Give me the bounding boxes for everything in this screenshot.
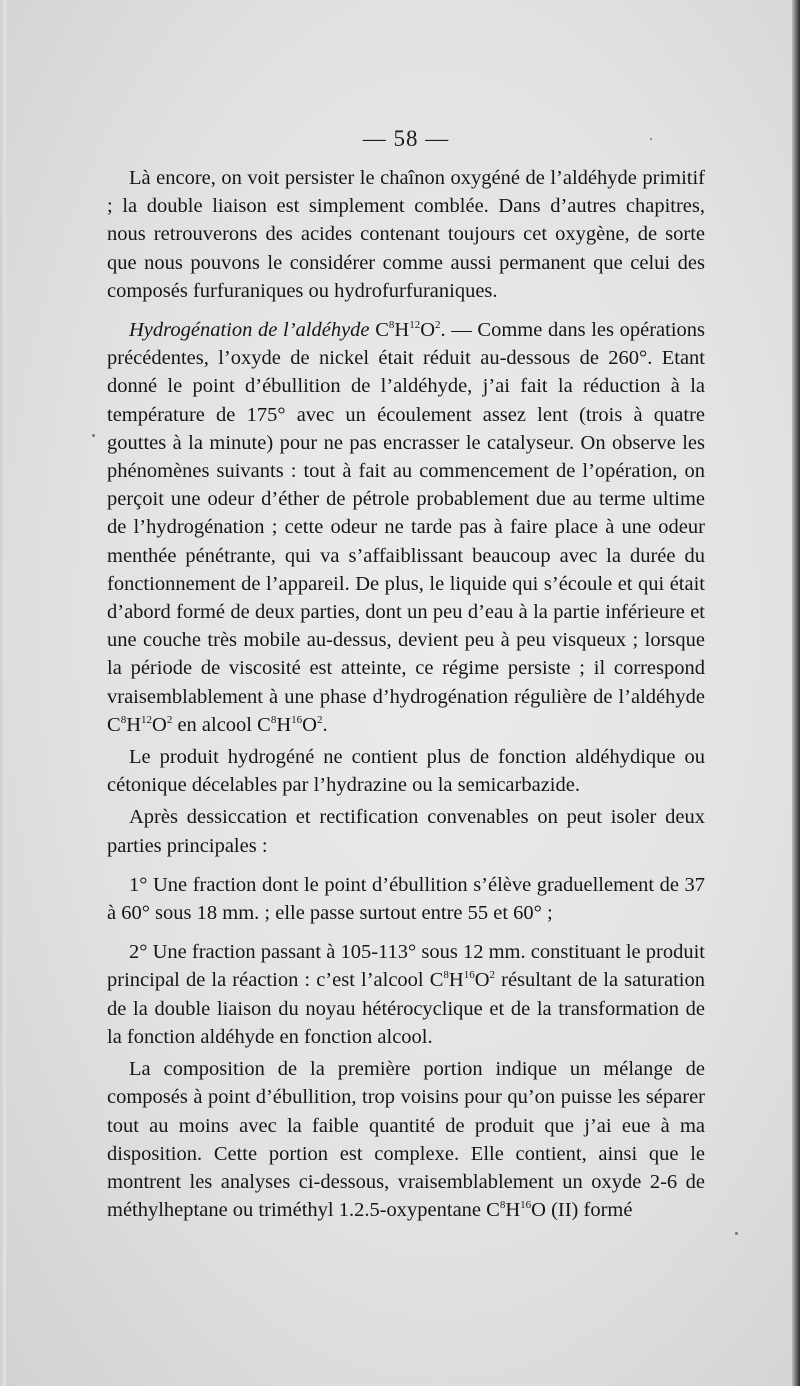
paragraph-3: Le produit hydrogéné ne contient plus de fonction aldéhydique ou cétonique décelables par l’hydrazine ou la semicarbazide. xyxy=(107,746,705,797)
tail-2-h-sub: 16 xyxy=(291,714,303,727)
tail-end: . xyxy=(322,713,328,736)
tail-2-o-sub: 2 xyxy=(316,714,323,727)
formula-c-sub: 8 xyxy=(388,319,395,332)
paragraph-fraction-2 xyxy=(107,938,705,1051)
formula-h-sub: 12 xyxy=(409,319,421,332)
section-heading: Hydrogénation de l’aldéhyde xyxy=(129,319,370,342)
tail-1-c-sub: 8 xyxy=(120,714,127,727)
paragraph-fraction-1: 1° Une fraction dont le point d’ébullition s’élève graduellement de 37 à 60° sous 18 mm. ; elle passe surtout entre 55 et 60° ; xyxy=(107,873,705,925)
formula-o: O xyxy=(420,319,435,342)
page-left-edge xyxy=(0,0,6,1386)
paragraph-1: Là encore, on voit persister le chaînon oxygéné de l’aldéhyde primitif ; la double liaison est simplement comblée. Dans d’autres chapitres, nous retrouverons des acides contenant toujours cet oxygène, de sorte que nous pouvons le considérer comme aussi permanent que celui des composés furfuraniques ou hydrofurfuraniques. xyxy=(107,167,705,302)
formula-o-sub: 2 xyxy=(435,319,441,332)
body-text xyxy=(107,164,705,1224)
formula-h: H xyxy=(394,319,410,342)
fraction-2-o-sub: 2 xyxy=(489,969,496,982)
composition-h: H xyxy=(505,1199,521,1222)
page-binding-shadow xyxy=(792,0,800,1386)
tail-1-h-sub: 12 xyxy=(141,714,152,727)
scan-speck xyxy=(650,138,652,140)
page-number: — 58 — xyxy=(362,126,450,151)
composition-text-b: O (II) formé xyxy=(531,1199,633,1222)
paragraph-2-text: . — Comme dans les opérations précédentes, l’oxyde de nickel était réduit au-dessous de 260°. Etant donné le point d’ébullition de l’aldéhyde, j’ai fait la réduction à la température de 175° avec un écoulement assez lent (trois à quatre gouttes à la minute) pour ne pas encrasser le catalyseur. On observe les phénomènes suivants : tout à fait au commencement de l’opération, on perçoit une odeur d’éther de pétrole probablement due au terme ultime de l’hydrogénation ; cette odeur ne tarde pas à faire place à une odeur menthée pénétrante, qui va s’affaiblissant beaucoup avec la durée du fonctionnement de l’appareil. De plus, le liquide qui s’écoule et qui était d’abord formé de deux parties, dont un peu d’eau à la partie inférieure et une couche très mobile au-dessus, devient peu à peu visqueux ; lorsque la période de viscosité est atteinte, ce régime persiste ; il correspond vraisemblablement à une phase d’hydrogénation régulière de l’aldéhyde C xyxy=(107,319,706,736)
scan-speck xyxy=(92,434,95,437)
fraction-2-h: H xyxy=(448,969,464,992)
fraction-2-text-b: résultant de la saturation de la double liaison du noyau hétérocyclique et de la transformation de la fonction aldéhyde en fonction alcool. xyxy=(107,969,706,1048)
fraction-2-c-sub: 8 xyxy=(443,969,449,982)
tail-1-text: en alcool C xyxy=(172,713,271,736)
tail-1-o: O xyxy=(152,713,167,736)
tail-2-c-sub: 8 xyxy=(270,714,277,727)
composition-text-a: La composition de la première portion indique un mélange de composés à point d’ébullition, trop voisins pour qu’on puisse les séparer tout au moins avec la faible quantité de produit que j’ai eue à ma disposition. Cette portion est complexe. Elle contient, ainsi que le montrent les analyses ci-dessous, vraisemblablement un oxyde 2-6 de méthylheptane ou triméthyl 1.2.5-oxypentane C xyxy=(107,1058,705,1222)
formula-c: C xyxy=(375,319,389,342)
fraction-2-o: O xyxy=(474,969,490,992)
fraction-2-h-sub: 16 xyxy=(463,969,475,982)
fraction-2-text-a: 2° Une fraction passant à 105-113° sous 12 mm. constituant le produit principal de la réaction : c’est l’alcool C xyxy=(107,941,705,992)
scan-speck xyxy=(735,1232,738,1235)
tail-1-h: H xyxy=(126,713,141,736)
tail-2-o: O xyxy=(302,713,317,736)
tail-2-h: H xyxy=(276,713,292,736)
paragraph-4: Après dessiccation et rectification convenables on peut isoler deux parties principales : xyxy=(107,806,705,857)
composition-h-sub: 16 xyxy=(520,1199,532,1212)
tail-1-o-sub: 2 xyxy=(166,714,173,727)
paragraph-hydrogenation xyxy=(107,316,705,739)
composition-c-sub: 8 xyxy=(499,1199,506,1212)
paragraph-composition xyxy=(107,1055,705,1224)
